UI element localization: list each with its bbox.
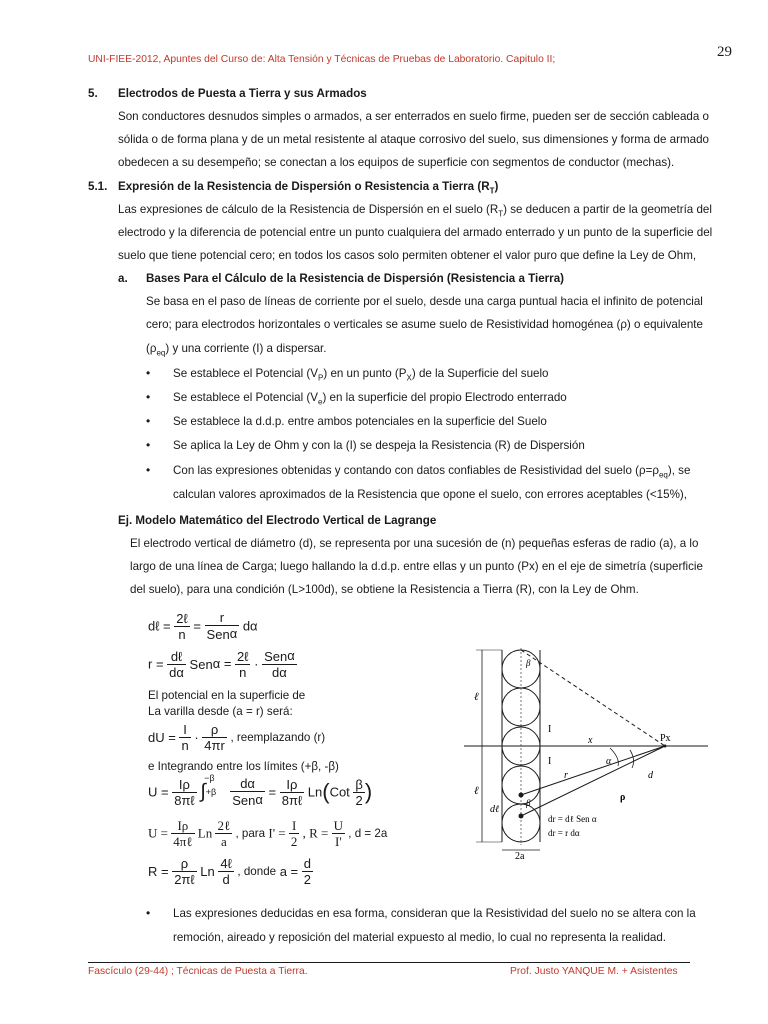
equation-u: U = $\frac{I\rho}{\text{8πℓ}}$ $\int+\beta^{-\beta}$ $\frac{d\alpha}{\text{Senα}}$ = $\frac{I\rho}{\text{8πℓ}}$ Ln(Cot $\frac{\beta}{2}$ ) bbox=[148, 773, 373, 809]
final-bullet-line-2: remoción, aireado y reposición del material expuesto al medio, lo cual no representa la realidad. bbox=[173, 931, 667, 944]
label-d: d bbox=[648, 770, 653, 781]
section-5-line-1: Son conductores desnudos simples o armados, a ser enterrados en suelo firme, pueden ser de sección cableada o bbox=[118, 110, 709, 123]
label-2a: 2a bbox=[515, 851, 525, 860]
section-5-title: Electrodos de Puesta a Tierra y sus Armados bbox=[118, 87, 367, 100]
bullet-4: Se aplica la Ley de Ohm y con la (I) se despeja la Resistencia (R) de Dispersión bbox=[173, 439, 585, 452]
section-5-number: 5. bbox=[88, 87, 98, 100]
equation-r: r = $\frac{\text{dℓ}}{d\alpha}$ Senα = $\frac{\text{2ℓ}}{n}$ · $\frac{\text{Senα}}{d\alpha}$ bbox=[148, 648, 295, 681]
note-potential-2: La varilla desde (a = r) será: bbox=[148, 705, 293, 718]
footer-right: Prof. Justo YANQUE M. + Asistentes bbox=[510, 966, 678, 977]
bullet-2: Se establece el Potencial $(V_e)$ en la superficie del propio Electrodo enterrado bbox=[173, 391, 567, 407]
label-px: Px bbox=[660, 733, 671, 744]
label-l-top: ℓ bbox=[474, 691, 479, 703]
bullet-icon: • bbox=[146, 463, 151, 477]
section-5-1-line-3: suelo que tiene potencial cero; en todos los casos solo permiten obtener el valor puro que define la Ley de Ohm, bbox=[118, 249, 697, 262]
label-current-upper: I bbox=[548, 724, 552, 735]
bullet-icon: • bbox=[146, 414, 151, 428]
label-dr-sen: dr = dℓ Sen α bbox=[548, 814, 597, 824]
subsection-a-title: Bases Para el Cálculo de la Resistencia de Dispersión (Resistencia a Tierra) bbox=[146, 272, 564, 285]
subsection-a-line-2: cero; para electrodos horizontales o verticales se asume suelo de Resistividad homogénea (ρ) o equivalente bbox=[146, 318, 703, 331]
label-r: r bbox=[564, 770, 568, 781]
label-l-bottom: ℓ bbox=[474, 785, 479, 797]
label-dl: dℓ bbox=[490, 804, 500, 815]
label-alpha: α bbox=[606, 756, 612, 767]
bullet-3: Se establece la d.d.p. entre ambos potenciales en la superficie del Suelo bbox=[173, 415, 547, 428]
bullet-icon: • bbox=[146, 366, 151, 380]
section-5-1-title: Expresión de la Resistencia de Dispersión o Resistencia a Tierra $(R_T)$ bbox=[118, 180, 499, 196]
note-integrating: e Integrando entre los límites (+β, -β) bbox=[148, 760, 339, 773]
example-line-3: del suelo), para una condición (L>100d), se obtiene la Resistencia a Tierra (R), con la Ley de Ohm. bbox=[130, 583, 639, 596]
section-5-1-line-2: electrodo y la diferencia de potencial entre un punto cualquiera del armado enterrado y un punto de la superficie del bbox=[118, 226, 713, 239]
point-px bbox=[664, 745, 667, 748]
section-5-1-number: 5.1. bbox=[88, 180, 108, 193]
subsection-a-line-1: Se basa en el paso de líneas de corriente por el suelo, desde una carga puntual hacia el infinito de potencial bbox=[146, 295, 703, 308]
equation-dl: dℓ = $\frac{\text{2ℓ}}{n}$ = $\frac{r}{\text{Senα}}$ dα bbox=[148, 610, 258, 643]
bullet-5-line-2: calculan valores aproximados de la Resistencia que opone el suelo, con errores aceptables (<15%), bbox=[173, 488, 687, 501]
running-header: UNI-FIEE-2012, Apuntes del Curso de: Alta Tensión y Técnicas de Pruebas de Laboratorio. Capitulo II; bbox=[88, 54, 556, 65]
example-line-2: largo de una línea de Carga; luego hallando la d.d.p. entre ellas y un punto (Px) en el eje de simetría (superficie bbox=[130, 560, 703, 573]
bullet-icon: • bbox=[146, 906, 151, 920]
point-sphere-upper bbox=[519, 793, 524, 798]
note-potential-1: El potencial en la superficie de bbox=[148, 689, 306, 702]
footer-left: Fascículo (29-44) ; Técnicas de Puesta a Tierra. bbox=[88, 966, 308, 977]
point-sphere-lower bbox=[519, 814, 524, 819]
dashed-line-to-px bbox=[521, 650, 665, 746]
equation-du: dU = $\frac{I}{n}$ · $\frac{\rho}{4\pi r}$ , reemplazando (r) bbox=[148, 722, 326, 753]
bullet-1: Se establece el Potencial $(V_P)$ en un punto $(P_X)$ de la Superficie del suelo bbox=[173, 367, 549, 383]
label-x: x bbox=[588, 735, 593, 746]
example-title: Ej. Modelo Matemático del Electrodo Vertical de Lagrange bbox=[118, 514, 437, 527]
section-5-line-2: sólida o de forma plana y de un metal resistente al ataque corrosivo del suelo, sus dimensiones y forma de armado bbox=[118, 133, 709, 146]
section-5-1-line-1: Las expresiones de cálculo de la Resistencia de Dispersión en el suelo $(R_T)$ se deducen a partir de la geometría del bbox=[118, 203, 712, 219]
subsection-a-letter: a. bbox=[118, 272, 128, 285]
bullet-icon: • bbox=[146, 438, 151, 452]
page-number: 29 bbox=[717, 44, 732, 60]
label-current-lower: I bbox=[548, 756, 552, 767]
label-dr-r: dr = r dα bbox=[548, 828, 580, 838]
example-line-1: El electrodo vertical de diámetro (d), se representa por una sucesión de (n) pequeñas esferas de radio (a), a lo bbox=[130, 537, 699, 550]
subsection-a-line-3: $(\rho_{eq})$ y una corriente (I) a dispersar. bbox=[146, 342, 327, 358]
section-5-line-3: obedecen a su desempeño; se conectan a los equipos de superficie con segmentos de conductor (mechas). bbox=[118, 156, 675, 169]
bullet-5-line-1: Con las expresiones obtenidas y contando con datos confiables de Resistividad del suelo $(\rho=\rho_{eq})$, se bbox=[173, 464, 691, 480]
bullet-icon: • bbox=[146, 390, 151, 404]
final-bullet-line-1: Las expresiones deducidas en esa forma, consideran que la Resistividad del suelo no se altera con la bbox=[173, 907, 696, 920]
lagrange-electrode-figure bbox=[460, 640, 710, 860]
d-alpha-arc bbox=[630, 750, 634, 768]
equation-u-ln: U = $\frac{I\rho}{\text{4πℓ}}$ Ln $\frac{\text{2ℓ}}{a}$ , para I' = $\frac{I}{2}$ , R = $\frac{U}{I'}$ , d = 2a bbox=[148, 818, 388, 849]
line-d bbox=[521, 746, 665, 816]
label-beta-top: β bbox=[526, 658, 531, 668]
footer-rule bbox=[88, 962, 690, 963]
label-beta-lower: β bbox=[526, 798, 531, 808]
label-rho: ρ bbox=[620, 792, 626, 803]
line-r bbox=[521, 746, 665, 795]
equation-r-final: R = $\frac{\rho}{\text{2πℓ}}$ Ln $\frac{\text{4ℓ}}{d}$ , donde a = $\frac{d}{2}$ bbox=[148, 856, 312, 887]
